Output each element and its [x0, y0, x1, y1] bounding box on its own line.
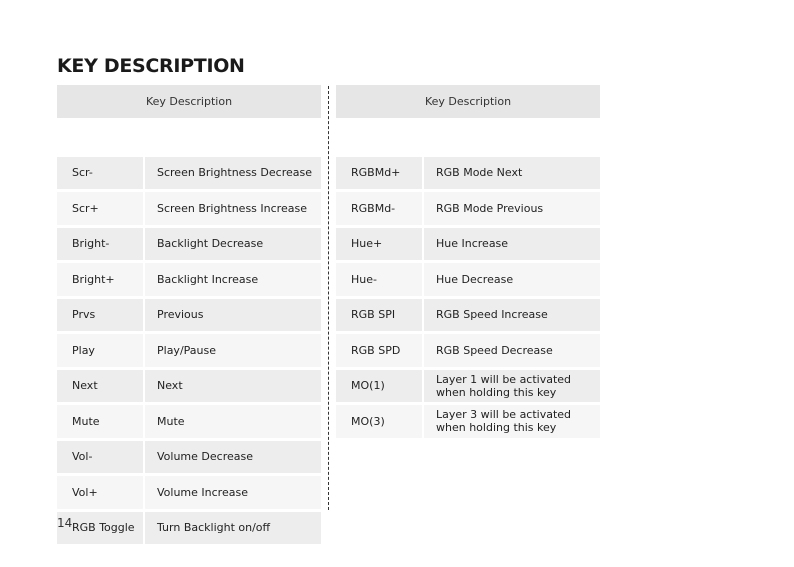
- key-cell: RGBMd-: [336, 192, 424, 225]
- description-cell: Backlight Decrease: [145, 228, 321, 261]
- description-cell: Mute: [145, 405, 321, 438]
- description-cell: Layer 1 will be activated when holding this key: [424, 370, 600, 403]
- key-cell: Prvs: [57, 299, 145, 332]
- description-cell: RGB Mode Previous: [424, 192, 600, 225]
- table-row: [57, 263, 321, 296]
- description-cell: Turn Backlight on/off: [145, 512, 321, 545]
- table-row: [57, 512, 321, 545]
- table-row: [336, 192, 600, 225]
- page-number: 14: [57, 516, 73, 530]
- key-cell: RGB SPI: [336, 299, 424, 332]
- table-row: [336, 157, 600, 190]
- key-cell: Next: [57, 370, 145, 403]
- description-cell: Previous: [145, 299, 321, 332]
- description-cell: RGB Speed Increase: [424, 299, 600, 332]
- table-row: [336, 299, 600, 332]
- table-row: [57, 228, 321, 261]
- key-cell: RGB Toggle: [57, 512, 145, 545]
- key-cell: Vol-: [57, 441, 145, 474]
- key-cell: Bright+: [57, 263, 145, 296]
- description-cell: Backlight Increase: [145, 263, 321, 296]
- table-row: [57, 299, 321, 332]
- key-cell: Hue-: [336, 263, 424, 296]
- table-row: [57, 192, 321, 225]
- key-cell: Bright-: [57, 228, 145, 261]
- table-row: [57, 476, 321, 509]
- right-table-header: Key Description: [336, 85, 600, 118]
- table-row: [57, 157, 321, 190]
- table-row: [57, 334, 321, 367]
- description-cell: Hue Decrease: [424, 263, 600, 296]
- description-cell: Play/Pause: [145, 334, 321, 367]
- left-table-header: Key Description: [57, 85, 321, 118]
- key-cell: Scr-: [57, 157, 145, 190]
- table-row: [57, 441, 321, 474]
- key-cell: RGB SPD: [336, 334, 424, 367]
- key-cell: MO(1): [336, 370, 424, 403]
- table-row: [336, 263, 600, 296]
- column-divider: [328, 86, 329, 510]
- description-cell: Volume Increase: [145, 476, 321, 509]
- key-cell: RGBMd+: [336, 157, 424, 190]
- description-cell: Layer 3 will be activated when holding this key: [424, 405, 600, 438]
- description-cell: Hue Increase: [424, 228, 600, 261]
- key-cell: Vol+: [57, 476, 145, 509]
- key-cell: MO(3): [336, 405, 424, 438]
- table-row: [57, 370, 321, 403]
- table-row: [336, 405, 600, 438]
- key-cell: Mute: [57, 405, 145, 438]
- description-cell: Screen Brightness Decrease: [145, 157, 321, 190]
- right-key-table: [336, 82, 600, 441]
- key-cell: Hue+: [336, 228, 424, 261]
- table-row: [336, 228, 600, 261]
- left-key-table: [57, 82, 321, 547]
- page-title: KEY DESCRIPTION: [57, 55, 245, 77]
- table-row: [57, 405, 321, 438]
- table-row: [336, 370, 600, 403]
- key-cell: Scr+: [57, 192, 145, 225]
- key-cell: Play: [57, 334, 145, 367]
- description-cell: RGB Mode Next: [424, 157, 600, 190]
- description-cell: Screen Brightness Increase: [145, 192, 321, 225]
- description-cell: Volume Decrease: [145, 441, 321, 474]
- description-cell: RGB Speed Decrease: [424, 334, 600, 367]
- description-cell: Next: [145, 370, 321, 403]
- table-row: [336, 334, 600, 367]
